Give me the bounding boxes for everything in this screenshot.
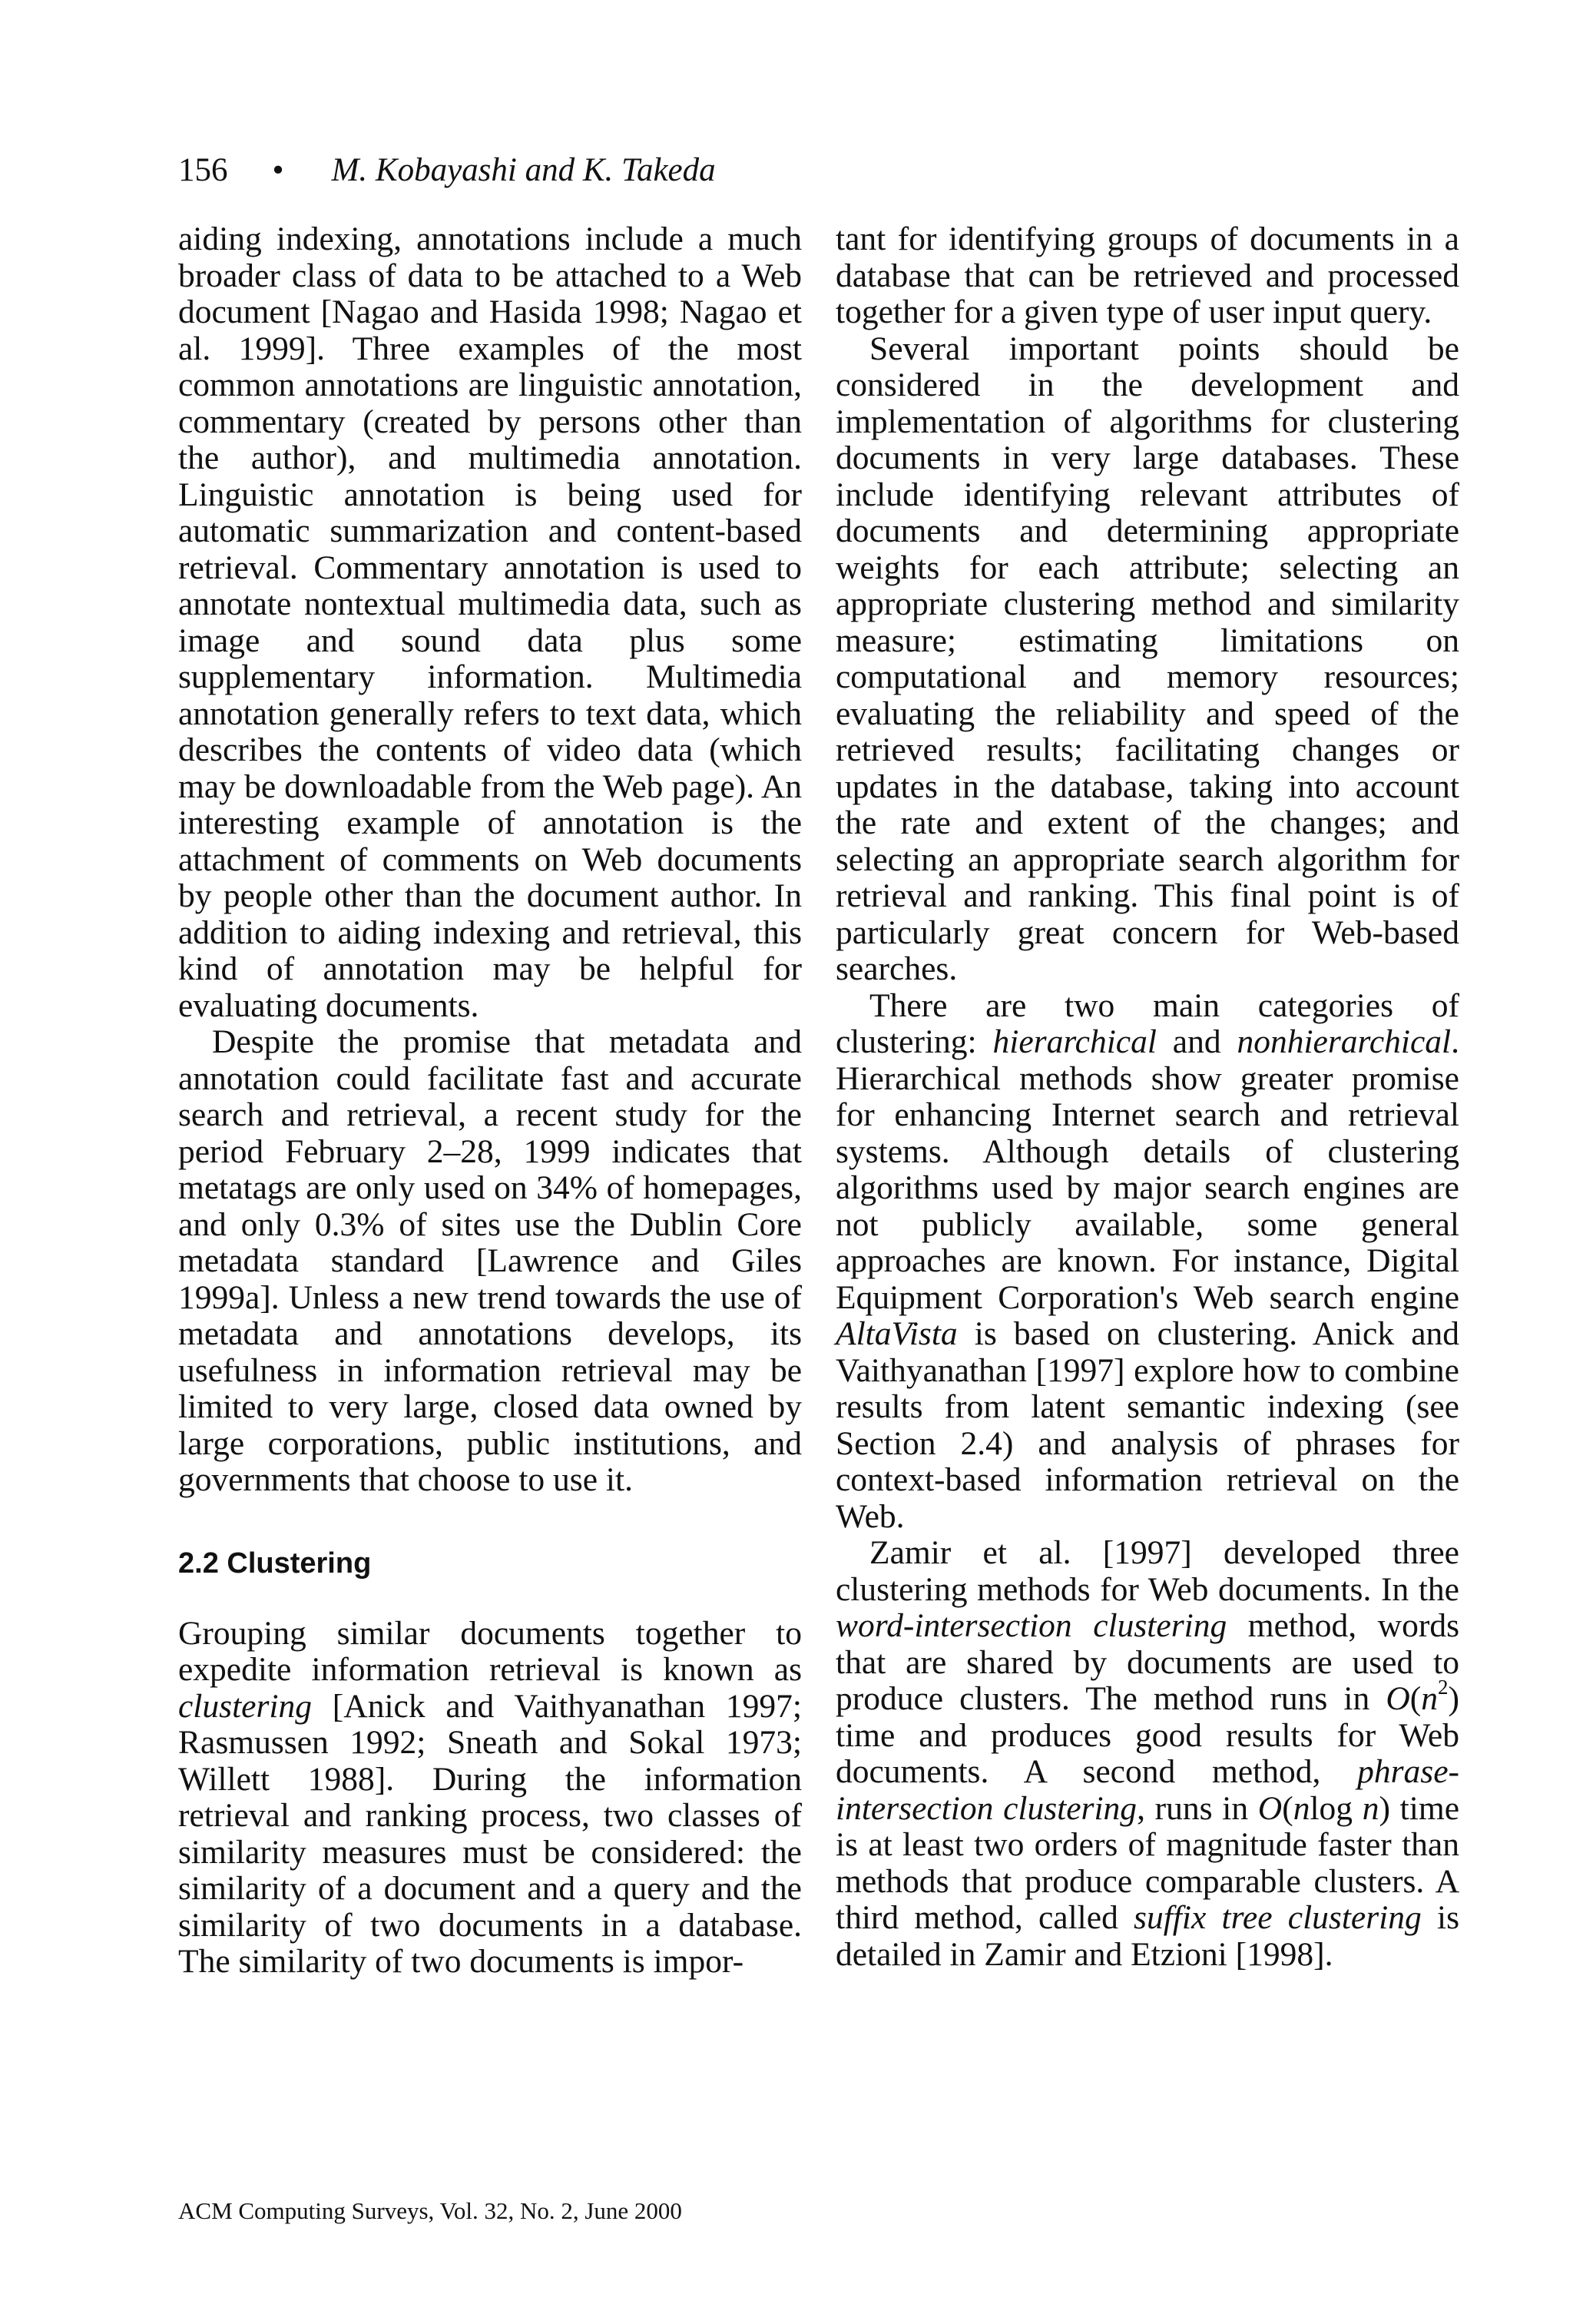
paragraph-zamir-methods bbox=[836, 1535, 1459, 1973]
text-segment: , runs in bbox=[1137, 1789, 1258, 1827]
right-column bbox=[836, 221, 1459, 1973]
text-segment: Zamir et al. [1997] developed three clustering methods for Web documents. In the bbox=[836, 1534, 1459, 1608]
text-segment: . Hierarchical methods show greater promise for enhancing Internet search and retrieval systems. Although details of clustering algorithms used by major search engines are not publicly available, some general approaches are known. For instance, Digital Equipment Corporation's Web search engine bbox=[836, 1023, 1460, 1316]
text-segment: is detailed in Zamir and Etzioni [1998]. bbox=[836, 1899, 1459, 1973]
term-nonhierarchical: nonhierarchical bbox=[1237, 1023, 1452, 1060]
journal-footer: ACM Computing Surveys, Vol. 32, No. 2, June 2000 bbox=[178, 2197, 682, 2224]
paragraph-categories bbox=[836, 988, 1459, 1536]
paragraph-clustering-intro bbox=[178, 1616, 802, 1981]
text-segment: [Anick and Vaithyanathan 1997; Rasmussen 1992; Sneath and Sokal 1973; Willett 1988]. During the information retrieval and ranking process, two classes of similarity measures must be considered: the similarity of a document and a query and the similarity of two documents in a database. The similarity of two documents is impor- bbox=[178, 1687, 802, 1980]
text-segment: and bbox=[1156, 1023, 1237, 1060]
paragraph-metadata-study: Despite the promise that metadata and annotation could facilitate fast and accurate search and retrieval, a recent study for the period February 2–28, 1999 indicates that metatags are only used on 34% of homepages, and only 0.3% of sites use the Dublin Core metadata standard [Lawrence and Giles 1999a]. Unless a new trend towards the use of metadata and annotations develops, its usefulness in information retrieval may be limited to very large, closed data owned by large corporations, public institutions, and governments that choose to use it. bbox=[178, 1023, 802, 1498]
term-clustering: clustering bbox=[178, 1687, 312, 1725]
running-header bbox=[178, 151, 716, 191]
math-n: n bbox=[1362, 1789, 1379, 1827]
paragraph-continued: tant for identifying groups of documents in a database that can be retrieved and processed together for a given type of user input query. bbox=[836, 220, 1459, 330]
math-exponent: 2 bbox=[1438, 1675, 1449, 1699]
math-big-o: O bbox=[1257, 1789, 1283, 1827]
term-phrase-intersection: phrase-intersection clustering bbox=[836, 1753, 1459, 1827]
term-altavista: AltaVista bbox=[836, 1315, 958, 1352]
math-paren: ( bbox=[1409, 1680, 1422, 1717]
text-segment: ) time and produces good results for Web documents. A second method, bbox=[836, 1680, 1459, 1790]
math-n: n bbox=[1421, 1680, 1439, 1717]
math-log: log bbox=[1310, 1789, 1363, 1827]
section-heading-clustering: 2.2 Clustering bbox=[178, 1547, 372, 1580]
text-segment: Grouping similar documents together to expedite information retrieval is known as bbox=[178, 1614, 802, 1688]
term-hierarchical: hierarchical bbox=[992, 1023, 1157, 1060]
header-bullet: • bbox=[272, 152, 284, 188]
paragraph-important-points: Several important points should be considered in the development and implementation of algorithms for clustering documents in very large databases. These include identifying relevant attributes of documents and determining appropriate weights for each attribute; selecting an appropriate clustering method and similarity measure; estimating limitations on computational and memory resources; evaluating the reliability and speed of the retrieved results; facilitating changes or updates in the database, taking into account the rate and extent of the changes; and selecting an appropriate search algorithm for retrieval and ranking. This final point is of particularly great concern for Web-based searches. bbox=[836, 330, 1459, 987]
page-number: 156 bbox=[178, 152, 228, 188]
header-authors: M. Kobayashi and K. Takeda bbox=[331, 152, 716, 188]
text-segment: There are two main categories of clustering: bbox=[836, 986, 1459, 1060]
text-segment: method, words that are shared by documents are used to produce clusters. The method runs in bbox=[836, 1607, 1459, 1717]
term-word-intersection: word-intersection clustering bbox=[836, 1607, 1227, 1644]
text-segment: ) time is at least two orders of magnitude faster than methods that produce comparable clusters. A third method, called bbox=[836, 1789, 1459, 1936]
math-paren: ( bbox=[1282, 1789, 1293, 1827]
math-big-o: O bbox=[1386, 1680, 1410, 1717]
text-segment: is based on clustering. Anick and Vaithyanathan [1997] explore how to combine results from latent semantic indexing (see Section 2.4) and analysis of phrases for context-based information retrieval on the Web. bbox=[836, 1315, 1459, 1535]
paragraph-annotation-continued: aiding indexing, annotations include a much broader class of data to be attached to a Web document [Nagao and Hasida 1998; Nagao et al. 1999]. Three examples of the most common annotations are linguistic annotation, commentary (created by persons other than the author), and multimedia annotation. Linguistic annotation is being used for automatic summarization and content-based retrieval. Commentary annotation is used to annotate nontextual multimedia data, such as image and sound data plus some supplementary information. Multimedia annotation generally refers to text data, which describes the contents of video data (which may be downloadable from the Web page). An interesting example of annotation is the attachment of comments on Web documents by people other than the document author. In addition to aiding indexing and retrieval, this kind of annotation may be helpful for evaluating documents. bbox=[178, 220, 802, 1024]
term-suffix-tree: suffix tree clustering bbox=[1134, 1899, 1422, 1936]
left-column bbox=[178, 221, 802, 1981]
math-n: n bbox=[1293, 1789, 1310, 1827]
